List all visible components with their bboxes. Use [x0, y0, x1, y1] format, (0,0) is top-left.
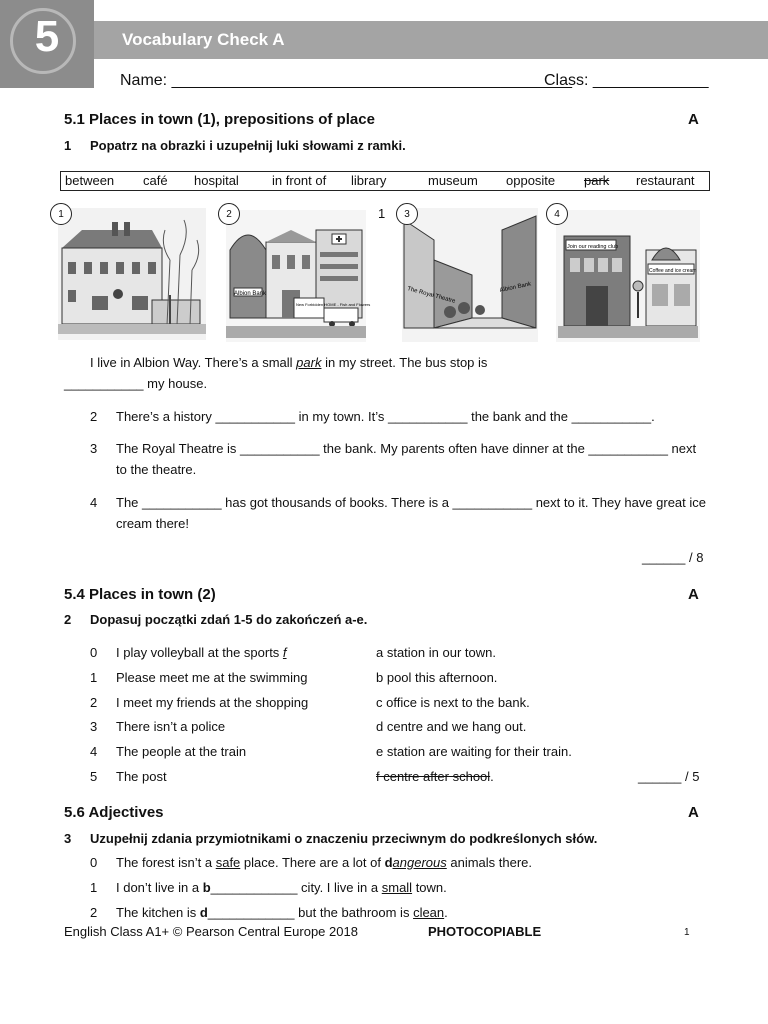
- task-2-row-end-used: f centre after school.: [376, 769, 494, 784]
- unit-number: 5: [34, 12, 60, 61]
- section-5-4-heading: 5.4 Places in town (2): [64, 586, 216, 603]
- word-box-item: between: [65, 173, 115, 188]
- task-1-item-number: 2: [90, 409, 98, 424]
- task-2-row-start: I meet my friends at the shopping: [116, 695, 309, 710]
- stray-number: 1: [378, 206, 386, 221]
- word-box-item: library: [351, 173, 387, 188]
- picture-bank-sign-2: Albion Bank: [499, 281, 532, 294]
- picture-cafe-sign: Coffee and ice cream: [649, 268, 697, 274]
- task-3-item-number: 1: [90, 880, 98, 895]
- task-2-row-number: 3: [90, 719, 98, 734]
- town-pictures: [52, 200, 702, 350]
- task-1-item-2[interactable]: There’s a history ___________ in my town. It’s ___________ the bank and the ___________.: [116, 409, 655, 424]
- task-2-number: 2: [64, 612, 72, 627]
- task-3-item-1[interactable]: I don’t live in a b____________ city. I live in a small town.: [116, 880, 447, 895]
- example-match: f: [282, 645, 287, 660]
- picture-number-2: 2: [218, 203, 240, 225]
- word-box-item: hospital: [194, 173, 239, 188]
- task-2-row-start: The post: [116, 769, 167, 784]
- task-1-score[interactable]: ______ / 8: [642, 550, 704, 565]
- task-2-row-end: b pool this afternoon.: [376, 670, 498, 685]
- task-2-row-start: I play volleyball at the sports f: [116, 645, 287, 660]
- footer-copyright: English Class A1+ © Pearson Central Europe 2018: [64, 924, 358, 939]
- page-title: Vocabulary Check A: [122, 30, 285, 49]
- picture-theatre-sign: The Royal Theatre: [406, 286, 456, 305]
- section-5-6-version: A: [688, 804, 699, 821]
- picture-bank-label: Albion Bank: [234, 291, 267, 297]
- task-2-row-start: There isn’t a police: [116, 719, 226, 734]
- task-2-row-number: 5: [90, 769, 98, 784]
- section-5-1-version: A: [688, 111, 699, 128]
- task-3-item-number: 0: [90, 855, 98, 870]
- task-2-row-number: 4: [90, 744, 98, 759]
- task-1-item-4-line-2: cream there!: [116, 516, 189, 531]
- task-3-item-0: The forest isn’t a safe place. There are a lot of dangerous animals there.: [116, 855, 533, 870]
- task-2-row-number: 0: [90, 645, 98, 660]
- task-3-item-2[interactable]: The kitchen is d____________ but the bathroom is clean.: [116, 905, 448, 920]
- word-box-item-used: park: [584, 173, 610, 188]
- picture-number-1: 1: [50, 203, 72, 225]
- task-2-row-start: The people at the train: [116, 744, 247, 759]
- picture-3-street: [402, 208, 538, 342]
- task-2-row-end: d centre and we hang out.: [376, 719, 527, 734]
- task-3-instruction: Uzupełnij zdania przymiotnikami o znaczeniu przeciwnym do podkreślonych słów.: [90, 831, 598, 846]
- task-1-item-number: 3: [90, 441, 98, 456]
- task-3-number: 3: [64, 831, 72, 846]
- task-1-item-number: 4: [90, 495, 98, 510]
- word-box-item: restaurant: [636, 173, 695, 188]
- task-2-row-end: a station in our town.: [376, 645, 496, 660]
- class-field[interactable]: Class: _____________: [544, 72, 709, 89]
- word-box-item: museum: [428, 173, 478, 188]
- name-field[interactable]: Name: _____________________________________________: [120, 72, 572, 89]
- task-2-instruction: Dopasuj początki zdań 1-5 do zakończeń a-e.: [90, 612, 368, 627]
- task-2-row-end: c office is next to the bank.: [376, 695, 530, 710]
- task-1-item-3-line-2: to the theatre.: [116, 462, 197, 477]
- task-2-row-number: 2: [90, 695, 98, 710]
- example-answer: park: [296, 355, 322, 370]
- task-2-row-start: Please meet me at the swimming: [116, 670, 308, 685]
- picture-1-houses: [58, 208, 206, 340]
- task-2-row-number: 1: [90, 670, 98, 685]
- task-1-number: 1: [64, 138, 72, 153]
- section-5-1-heading: 5.1 Places in town (1), prepositions of place: [64, 111, 375, 128]
- footer-photocopiable: PHOTOCOPIABLE: [428, 924, 542, 939]
- section-5-6-heading: 5.6 Adjectives: [64, 804, 164, 821]
- word-box-item: opposite: [506, 173, 556, 188]
- task-1-item-1-line-2[interactable]: ___________ my house.: [64, 376, 208, 391]
- task-2-row-end: e station are waiting for their train.: [376, 744, 572, 759]
- picture-2-bank-hospital: [226, 210, 370, 342]
- word-box-item: in front of: [272, 173, 327, 188]
- task-3-item-number: 2: [90, 905, 98, 920]
- section-5-4-version: A: [688, 586, 699, 603]
- picture-number-4: 4: [546, 203, 568, 225]
- picture-hospital-sign: New Forbidden HOME - Fish and Flowers: [296, 302, 371, 307]
- word-box-item: café: [143, 173, 168, 188]
- task-1-item-3[interactable]: The Royal Theatre is ___________ the bank. My parents often have dinner at the ___________ next: [116, 441, 697, 456]
- picture-4-library-cafe: [556, 210, 700, 342]
- task-1-item-1: I live in Albion Way. There’s a small park in my street. The bus stop is: [90, 355, 488, 370]
- task-1-item-4[interactable]: The ___________ has got thousands of books. There is a ___________ next to it. They have great ice: [116, 495, 707, 510]
- word-box: [60, 171, 710, 191]
- task-2-score[interactable]: ______ / 5: [638, 769, 700, 784]
- picture-number-3: 3: [396, 203, 418, 225]
- picture-library-sign: Join our reading club: [567, 244, 619, 250]
- page-number: 1: [684, 927, 690, 938]
- task-1-instruction: Popatrz na obrazki i uzupełnij luki słowami z ramki.: [90, 138, 406, 153]
